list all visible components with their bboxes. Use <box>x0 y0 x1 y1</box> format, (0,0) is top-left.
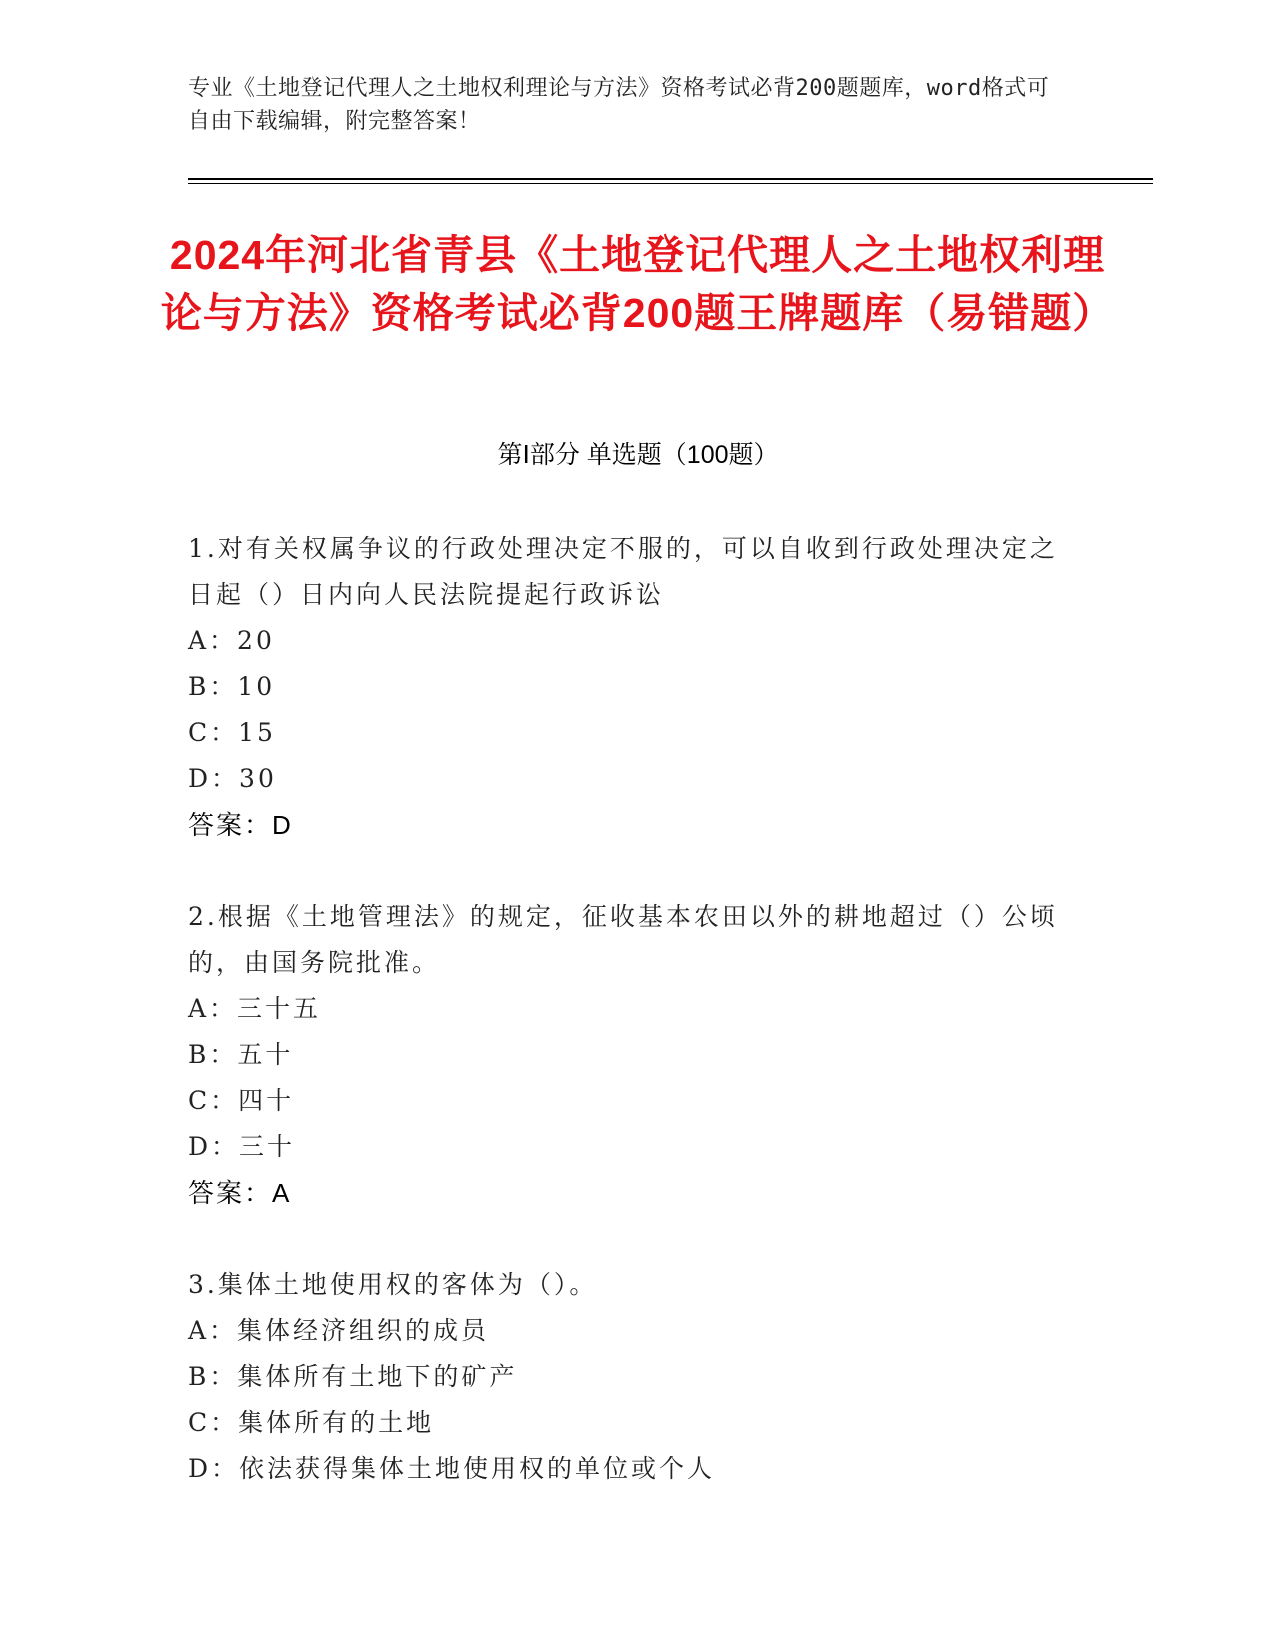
answer-line: 答案：D <box>188 810 293 840</box>
option-a: A：三十五 <box>188 994 322 1023</box>
option-a: A：集体经济组织的成员 <box>188 1316 490 1345</box>
question-stem: 3.集体土地使用权的客体为（）。 <box>188 1270 598 1299</box>
option-b: B：五十 <box>188 1040 294 1069</box>
option-c: C：集体所有的土地 <box>188 1408 435 1437</box>
option-b: B：10 <box>188 672 276 701</box>
header-note: 专业《土地登记代理人之土地权利理论与方法》资格考试必背200题题库，word格式可自由下载编辑，附完整答案！ <box>188 76 1050 134</box>
option-d: D：30 <box>188 764 277 793</box>
option-a: A：20 <box>188 626 275 655</box>
option-c: C：15 <box>188 718 276 747</box>
question-stem: 1.对有关权属争议的行政处理决定不服的，可以自收到行政处理决定之日起（）日内向人民法院提起行政诉讼 <box>188 534 1058 609</box>
option-b: B：集体所有土地下的矿产 <box>188 1362 518 1391</box>
question-list <box>188 526 1068 1538</box>
option-d: D：三十 <box>188 1132 296 1161</box>
header-divider-thick <box>188 178 1153 180</box>
header-divider-thin <box>188 183 1153 184</box>
answer-line: 答案：A <box>188 1178 292 1208</box>
question-item <box>188 894 1068 1216</box>
question-item <box>188 526 1068 848</box>
section-heading: 第Ⅰ部分 单选题（100题） <box>497 441 779 469</box>
document-title: 2024年河北省青县《土地登记代理人之土地权利理论与方法》资格考试必背200题王牌题库（易错题） <box>160 232 1115 336</box>
question-item <box>188 1262 1068 1492</box>
option-d: D：依法获得集体土地使用权的单位或个人 <box>188 1454 716 1483</box>
option-c: C：四十 <box>188 1086 295 1115</box>
question-stem: 2.根据《土地管理法》的规定，征收基本农田以外的耕地超过（）公顷的，由国务院批准。 <box>188 902 1058 977</box>
